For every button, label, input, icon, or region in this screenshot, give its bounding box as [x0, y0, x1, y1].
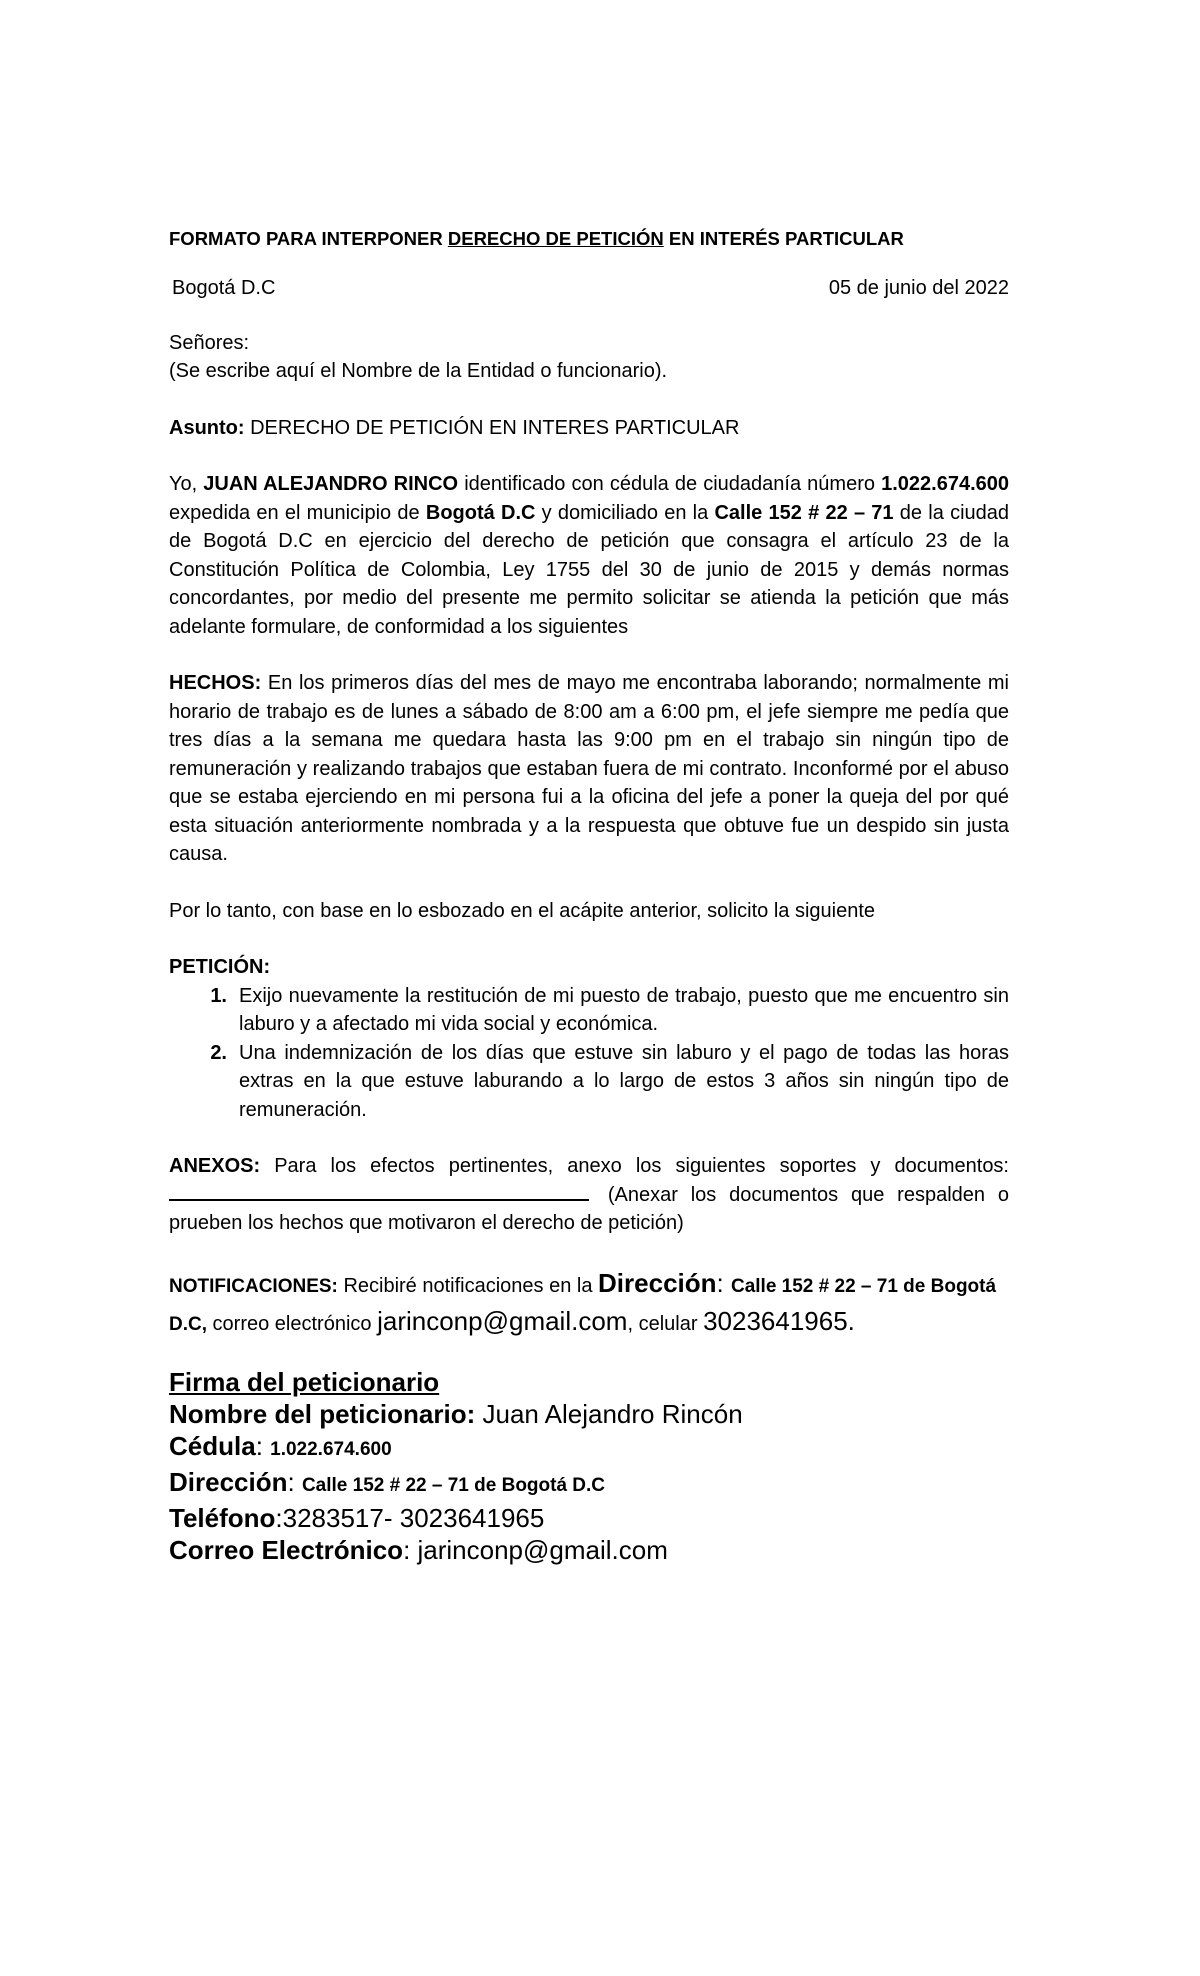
signature-phone-label: Teléfono — [169, 1502, 276, 1533]
signature-phone-line — [169, 1502, 1009, 1534]
subject-line — [169, 414, 1009, 443]
recipient-placeholder: (Se escribe aquí el Nombre de la Entidad o funcionario). — [169, 360, 668, 382]
notificaciones-label: NOTIFICACIONES: — [169, 1275, 338, 1297]
signature-name-label: Nombre del peticionario: — [169, 1398, 476, 1429]
signature-address-value: Calle 152 # 22 – 71 de Bogotá D.C — [301, 1474, 606, 1496]
signature-email-value: : jarinconp@gmail.com — [403, 1534, 668, 1565]
intro-text: de la ciudad de Bogotá D.C en ejercicio del derecho de petición que consagra el artículo 23 de la Constitución Política de Colombia, Ley 1755 del 30 de junio de 2015 y demás normas concordantes, por medio del presente me permito solicitar se atienda la petición que más adelante formulare, de conformidad a los siguientes — [169, 501, 1010, 638]
place: Bogotá D.C — [172, 277, 276, 299]
blank-fill-line — [169, 1181, 589, 1201]
anexos-text: Para los efectos pertinentes, anexo los siguientes soportes y documentos: — [260, 1155, 1009, 1177]
list-item-number: 2. — [210, 1041, 227, 1064]
title-text: FORMATO PARA INTERPONER — [169, 228, 448, 249]
notificaciones-paragraph — [169, 1266, 1009, 1342]
signature-name-value: Juan Alejandro Rincón — [475, 1398, 743, 1429]
date: 05 de junio del 2022 — [828, 277, 1009, 299]
notificaciones-text: Recibiré notificaciones en la — [337, 1274, 599, 1297]
anexos-paragraph — [169, 1152, 1009, 1238]
signature-block — [169, 1366, 1009, 1566]
subject-text: DERECHO DE PETICIÓN EN INTERES PARTICULAR — [244, 416, 740, 439]
intro-text: expedida en el municipio de — [169, 501, 426, 524]
document-body — [169, 226, 1009, 1566]
notificaciones-email: jarinconp@gmail.com — [377, 1305, 628, 1336]
transition-paragraph: Por lo tanto, con base en lo esbozado en el acápite anterior, solicito la siguiente — [169, 899, 876, 922]
intro-paragraph — [169, 470, 1009, 641]
title-underlined-text: DERECHO DE PETICIÓN — [447, 228, 664, 249]
signature-address-colon: : — [287, 1466, 302, 1497]
signature-id-line — [169, 1430, 1009, 1466]
notificaciones-phone: 3023641965. — [703, 1305, 855, 1336]
signature-email-label: Correo Electrónico — [169, 1534, 404, 1565]
document-title — [169, 226, 1009, 252]
notificaciones-address: Calle 152 # 22 – 71 de Bogotá D.C, — [169, 1275, 997, 1335]
list-item — [169, 1039, 1009, 1125]
peticion-label: PETICIÓN: — [169, 956, 271, 978]
notificaciones-colon: : — [716, 1267, 731, 1298]
title-text-end: EN INTERÉS PARTICULAR — [663, 228, 904, 249]
address: Calle 152 # 22 – 71 — [714, 501, 894, 524]
signature-address-label: Dirección — [169, 1466, 288, 1497]
recipient-block — [169, 329, 1009, 386]
intro-text: identificado con cédula de ciudadanía número — [458, 473, 882, 495]
intro-text: Yo, — [169, 473, 204, 495]
signature-name-line — [169, 1398, 1009, 1430]
anexos-label: ANEXOS: — [169, 1155, 261, 1177]
signature-email-line — [169, 1534, 1009, 1566]
hechos-text: En los primeros días del mes de mayo me encontraba laborando; normalmente mi horario de trabajo es de lunes a sábado de 8:00 am a 6:00 pm, el jefe siempre me pedía que tres días a la semana me quedara hasta las 9:00 pm en el trabajo sin ningún tipo de remuneración y realizando trabajos que estaban fuera de mi contrato. Inconformé por el abuso que se estaba ejerciendo en mi persona fui a la oficina del jefe a poner la queja del por qué esta situación anteriormente nombrada y a la respuesta que obtuve fue un despido sin justa causa. — [169, 672, 1009, 865]
hechos-paragraph — [169, 669, 1009, 869]
peticion-list — [169, 982, 1009, 1125]
list-item-number: 1. — [210, 984, 227, 1007]
notificaciones-direccion-label: Dirección — [598, 1267, 717, 1298]
place-date-row — [169, 274, 1009, 303]
signature-heading: Firma del peticionario — [169, 1366, 440, 1397]
subject-label: Asunto: — [169, 416, 245, 439]
notificaciones-text: , celular — [627, 1312, 704, 1335]
city: Bogotá D.C — [425, 501, 536, 524]
signature-id-label: Cédula — [169, 1430, 256, 1461]
hechos-label: HECHOS: — [169, 672, 262, 694]
signature-address-line — [169, 1466, 1009, 1502]
signature-phone-value: :3283517- 3023641965 — [275, 1502, 545, 1533]
signature-id-value: 1.022.674.600 — [270, 1438, 392, 1460]
petitioner-name: JUAN ALEJANDRO RINCO — [203, 473, 459, 495]
intro-text: y domiciliado en la — [535, 501, 715, 524]
anexos-text: (Anexar los documentos que respalden o prueben los hechos que motivaron el derecho de petición) — [169, 1183, 1009, 1234]
list-item-text: Una indemnización de los días que estuve sin laburo y el pago de todas las horas extras en la que estuve laburando a lo largo de estos 3 años sin ningún tipo de remuneración. — [239, 1041, 1009, 1121]
salutation: Señores: — [169, 331, 250, 354]
list-item — [169, 982, 1009, 1039]
id-number: 1.022.674.600 — [881, 473, 1009, 495]
signature-id-colon: : — [255, 1430, 271, 1461]
notificaciones-text: correo electrónico — [207, 1312, 378, 1335]
list-item-text: Exijo nuevamente la restitución de mi puesto de trabajo, puesto que me encuentro sin laburo y a afectado mi vida social y económica. — [239, 984, 1009, 1035]
